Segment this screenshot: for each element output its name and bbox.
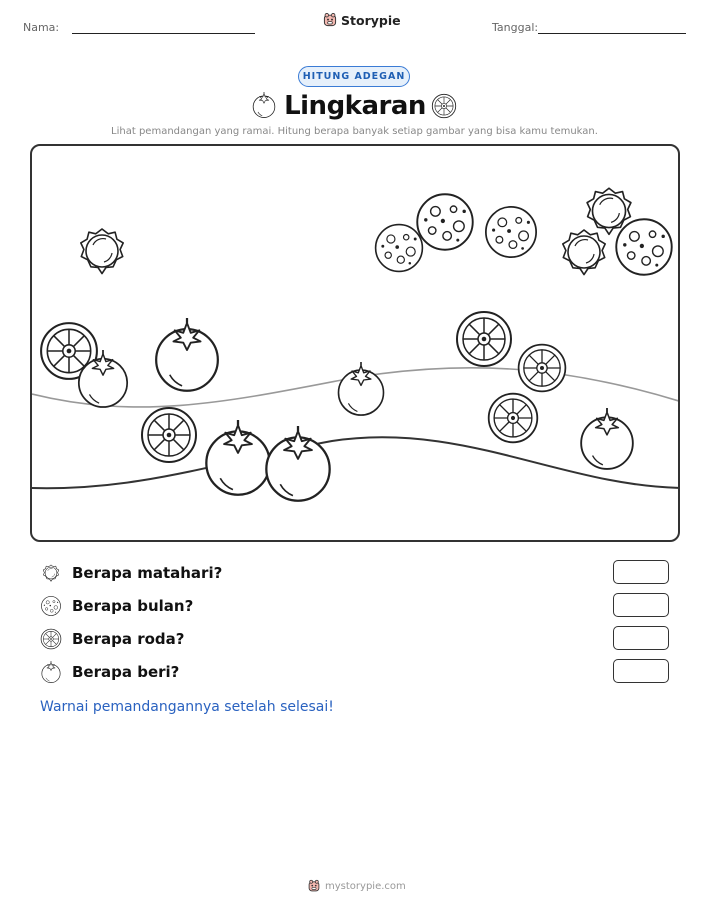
question-text: Berapa beri? [72,663,180,681]
answer-box-wheel[interactable] [613,626,669,650]
wheel-icon [431,93,457,119]
answer-box-moon[interactable] [613,593,669,617]
storypie-logo-icon [322,12,338,28]
question-text: Berapa matahari? [72,564,223,582]
worksheet-badge: HITUNG ADEGAN [298,66,410,87]
berry-icon [581,408,633,469]
berry-icon [251,92,277,118]
question-berry [40,661,179,683]
moon-icon [486,207,536,257]
sun-icon [40,562,62,584]
brand [322,12,401,28]
date-field[interactable] [538,33,686,34]
wheel-icon [519,345,566,392]
moon-icon [40,595,62,617]
berry-icon [156,318,218,391]
berry-icon [40,661,62,683]
answer-box-sun[interactable] [613,560,669,584]
storypie-logo-icon [307,879,321,893]
wheel-icon [457,312,511,366]
wheel-icon [142,408,196,462]
moon-icon [616,219,671,274]
site-url: mystorypie.com [325,880,406,892]
coloring-note: Warnai pemandangannya setelah selesai! [40,699,334,715]
berry-icon [266,426,329,501]
question-wheel [40,628,184,650]
name-field[interactable] [72,33,255,34]
date-label: Tanggal: [492,21,539,34]
page-title: Lingkaran [284,91,426,121]
question-moon [40,595,193,617]
brand-name: Storypie [341,12,401,28]
sun-icon [81,229,123,274]
name-label: Nama: [23,21,60,34]
berry-icon [339,362,384,415]
question-text: Berapa roda? [72,630,185,648]
berry-icon [206,420,269,495]
sun-icon [563,230,605,275]
wheel-icon [489,394,538,443]
question-text: Berapa bulan? [72,597,194,615]
counting-scene[interactable] [30,144,680,542]
moon-icon [376,225,423,272]
answer-box-berry[interactable] [613,659,669,683]
moon-icon [417,194,472,249]
site-footer [307,879,406,893]
question-sun [40,562,222,584]
wheel-icon [40,628,62,650]
instruction-text: Lihat pemandangan yang ramai. Hitung berapa banyak setiap gambar yang bisa kamu temukan. [111,126,598,137]
